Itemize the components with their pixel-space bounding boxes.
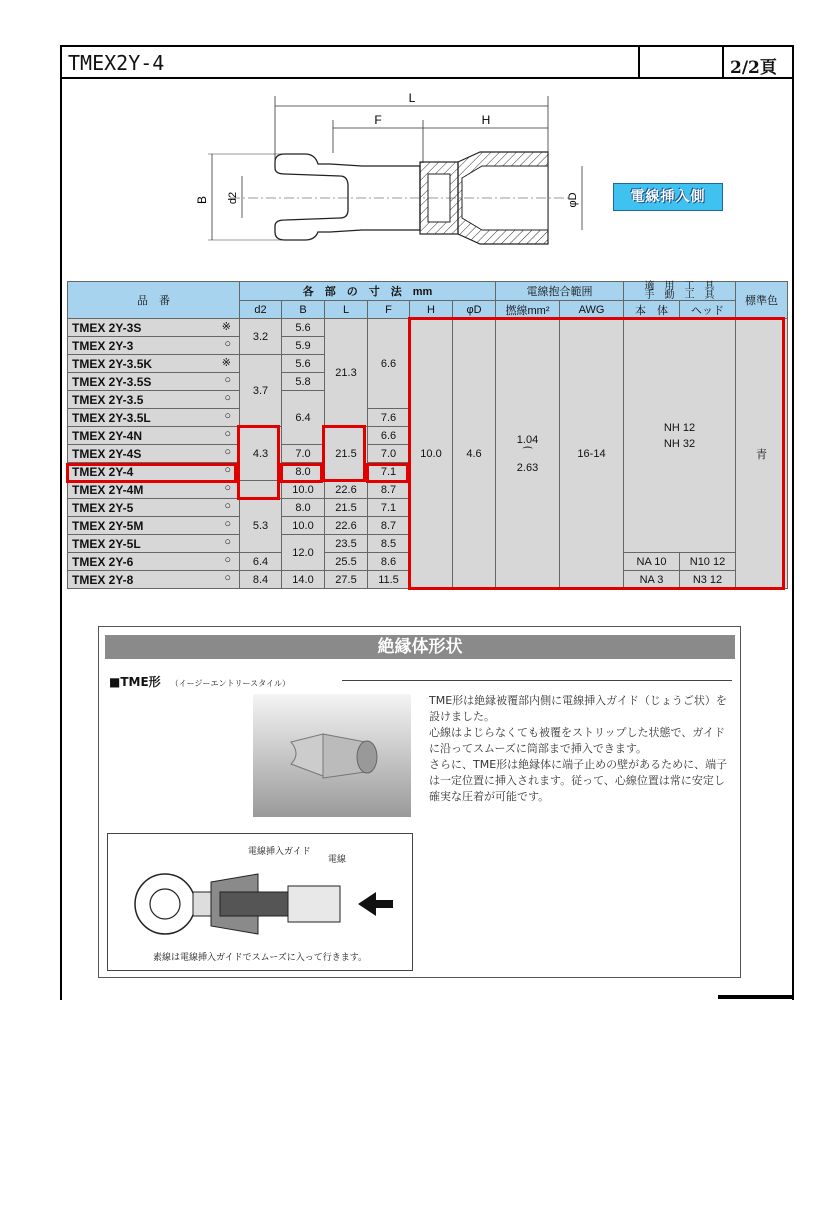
wire-guide-diagram [107, 833, 413, 971]
dim-d2: d2 [227, 191, 239, 205]
table-row: TMEX 2Y-3 ○ 5.9 [68, 337, 788, 355]
col-L: L [325, 301, 368, 319]
col-body: 本 体 [624, 301, 680, 319]
col-head: ヘッド [680, 301, 736, 319]
col-F: F [368, 301, 410, 319]
dim-phiD: φD [567, 192, 579, 208]
col-d2: d2 [240, 301, 282, 319]
dim-L: L [408, 91, 416, 105]
table-row: TMEX 2Y-5L ○ 12.0 23.5 8.5 [68, 535, 788, 553]
col-wire: 撚線mm² [496, 301, 560, 319]
section-title: 絶縁体形状 [105, 635, 735, 659]
dim-B: B [195, 195, 209, 205]
terminal-photo [253, 694, 411, 817]
table-row: TMEX 2Y-5M ○ 10.0 22.6 8.7 [68, 517, 788, 535]
table-row: TMEX 2Y-4 ○ 8.0 7.1 [68, 463, 788, 481]
table-row: TMEX 2Y-4M ○ 10.0 22.6 8.7 [68, 481, 788, 499]
wire-insertion-side-badge: 電線挿入側 [613, 183, 723, 211]
header-wire-range: 電線抱合範囲 [496, 282, 624, 301]
table-row: TMEX 2Y-4N ○ 4.3 21.5 6.6 [68, 427, 788, 445]
spec-table [67, 281, 788, 589]
terminal-drawing [190, 88, 750, 258]
header-part-number: 品 番 [68, 282, 240, 319]
wire-label: 電線 [328, 855, 347, 865]
tme-section [98, 626, 741, 978]
tme-type-heading: ■TME形 （イージーエントリースタイル） [109, 675, 290, 689]
table-row: TMEX 2Y-3.5L ○ 7.6 [68, 409, 788, 427]
table-row: TMEX 2Y-4S ○ 7.0 7.0 [68, 445, 788, 463]
dim-H: H [481, 113, 491, 127]
table-row: TMEX 2Y-3.5 ○ 6.4 [68, 391, 788, 409]
header-color: 標準色 [736, 282, 788, 319]
table-row: TMEX 2Y-5 ○ 5.3 8.0 21.5 7.1 [68, 499, 788, 517]
document-title: TMEX2Y-4 [68, 51, 165, 75]
table-row: TMEX 2Y-3.5K ※ 3.7 5.6 [68, 355, 788, 373]
col-B: B [282, 301, 325, 319]
tme-description: TME形は絶縁被覆部内側に電線挿入ガイド（じょうご状）を設けました。 心線はよじらなくても被覆をストリップした状態で、ガイドに沿ってスムーズに筒部まで挿入できます。 さらに、TME形は絶縁体に端子止めの壁があるために、端子は一定位置に挿入されます。従って、心線位置は常に安定し確実な圧着が可能です。 [429, 694, 728, 803]
table-row: TMEX 2Y-6 ○ 6.4 25.5 8.6 NA 10 N10 12 [68, 553, 788, 571]
table-row: TMEX 2Y-3.5S ○ 5.8 [68, 373, 788, 391]
document-header [60, 45, 794, 79]
header-tool: 適 用 工 具 [644, 281, 715, 292]
header-dimensions: 各 部 の 寸 法 mm [240, 282, 496, 301]
table-row: TMEX 2Y-8 ○ 8.4 14.0 27.5 11.5 NA 3 N3 12 [68, 571, 788, 589]
guide-caption: 素線は電線挿入ガイドでスムーズに入って行きます。 [152, 953, 368, 963]
guide-label: 電線挿入ガイド [248, 847, 311, 857]
col-phiD: φD [453, 301, 496, 319]
dim-F: F [374, 113, 382, 127]
table-row: TMEX 2Y-3S ※ 3.2 5.6 21.3 6.6 10.0 4.6 1.04 ⁀ 2.63 16-14 NH 12 NH 32 青 [68, 319, 788, 337]
col-H: H [410, 301, 453, 319]
col-awg: AWG [560, 301, 624, 319]
header-hand-tool: 手 動 工 具 [644, 290, 715, 301]
page-number: 2/2頁 [730, 58, 777, 78]
